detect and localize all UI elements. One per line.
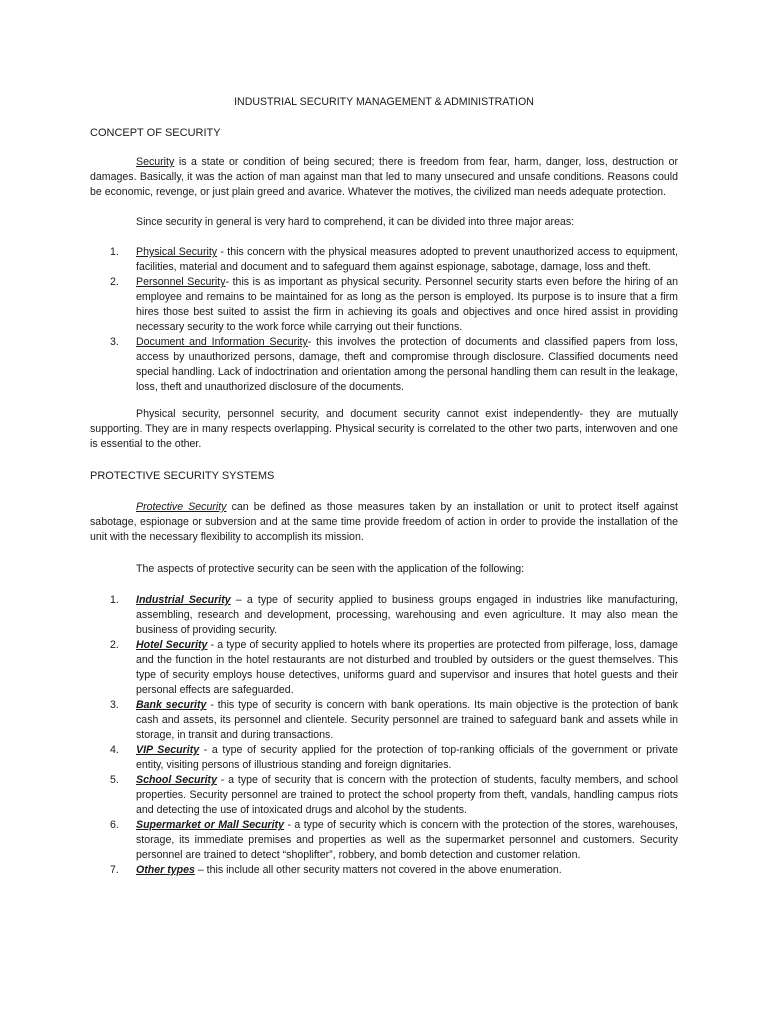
list-item xyxy=(90,335,678,395)
protective-security-term: Protective Security xyxy=(136,501,227,513)
list-item xyxy=(90,863,678,878)
list-number: 2. xyxy=(110,276,119,288)
list-number: 1. xyxy=(110,246,119,258)
protective-definition-paragraph xyxy=(90,500,678,545)
list-term: Bank security xyxy=(136,699,207,711)
list-term: Hotel Security xyxy=(136,639,208,651)
list-item xyxy=(90,638,678,698)
list-text: - a type of security applied to hotels where its properties are protected from pilferage, loss, damage and the function in the hotel restaurants are not disturbed and troubled by outsiders or the guest themselves. This type of security employs house detectives, uniforms guard and supervisor and insures that hotel guests and their personal effects are safeguarded. xyxy=(136,639,679,696)
list-text: - a type of security applied for the protection of top-ranking officials of the government or private entity, visiting persons of illustrious standing and foreign dignitaries. xyxy=(136,744,679,771)
list-term: Physical Security xyxy=(136,246,218,258)
list-number: 2. xyxy=(110,639,119,651)
security-definition-text: is a state or condition of being secured; there is freedom from fear, harm, danger, loss, destruction or damages. Basically, it was the action of man against man that led to many unsecured and unsafe conditions. Reasons could be economic, revenge, or just plain greed and avarice. Whatever the motives, the civilized man needs adequate protection. xyxy=(90,156,678,198)
list-text: – a type of security applied to business groups engaged in industries like manufacturing, assembling, research and development, processing, warehousing and even agriculture. It may also mean the business of providing security. xyxy=(136,594,678,636)
list-text: - this type of security is concern with bank operations. Its main objective is the protection of bank cash and assets, its personnel and clientele. Security personnel are trained to safeguard bank and assets while in storage, in transit and during transactions. xyxy=(136,699,678,741)
list-term: Personnel Security xyxy=(136,276,226,288)
list-number: 3. xyxy=(110,336,119,348)
list-item xyxy=(90,275,678,335)
list-item xyxy=(90,593,678,638)
list-text: - this involves the protection of documents and classified papers from loss, access by unauthorized persons, damage, theft and compromise through disclosure. Classified documents need special handling. Lack of indoctrination and orientation among the personal handling them can result in the leakage, loss, theft and unauthorized disclosure of the documents. xyxy=(136,336,678,393)
list-item xyxy=(90,698,678,743)
list-term: School Security xyxy=(136,774,217,786)
closing-paragraph: Physical security, personnel security, and document security cannot exist independently- they are mutually supporting. They are in many respects overlapping. Physical security is correlated to the other two parts, interwoven and one is essential to the other. xyxy=(90,408,678,450)
list-term: Document and Information Security xyxy=(136,336,308,348)
list-number: 6. xyxy=(110,819,119,831)
security-term: Security xyxy=(136,156,175,168)
list-text: - a type of security that is concern with the protection of students, faculty members, and school properties. Security personnel are trained to protect the school property from theft, vandals, handling campus riots and detecting the use of intoxicated drugs and alcohol by the students. xyxy=(136,774,678,816)
protective-definition-text: can be defined as those measures taken by an installation or unit to protect itself against sabotage, espionage or subversion and at the same time provide freedom of action in order to provide the installation of the unit with the necessary flexibility to accomplish its mission. xyxy=(90,501,678,543)
list-text: – this include all other security matters not covered in the above enumeration. xyxy=(194,864,562,876)
list-item xyxy=(90,245,678,275)
list-term: Industrial Security xyxy=(136,594,231,606)
list-item xyxy=(90,743,678,773)
security-definition-paragraph xyxy=(90,155,678,200)
list-term: VIP Security xyxy=(136,744,200,756)
list-item xyxy=(90,773,678,818)
document-title: INDUSTRIAL SECURITY MANAGEMENT & ADMINISTRATION xyxy=(234,96,534,108)
section-heading-concept: CONCEPT OF SECURITY xyxy=(90,127,221,139)
list-term: Other types xyxy=(136,864,195,876)
list-term: Supermarket or Mall Security xyxy=(136,819,285,831)
security-areas-list xyxy=(90,245,678,395)
list-number: 1. xyxy=(110,594,119,606)
security-types-list xyxy=(90,593,678,878)
list-item xyxy=(90,818,678,863)
list-number: 7. xyxy=(110,864,119,876)
aspects-paragraph: The aspects of protective security can be seen with the application of the following: xyxy=(136,563,525,575)
list-text: - this concern with the physical measures adopted to prevent unauthorized access to equipment, facilities, material and document and to safeguard them against espionage, sabotage, damage, loss and theft. xyxy=(136,246,678,273)
division-paragraph: Since security in general is very hard to comprehend, it can be divided into three major areas: xyxy=(136,216,575,228)
list-number: 5. xyxy=(110,774,119,786)
list-text: - this is as important as physical security. Personnel security starts even before the hiring of an employee and remains to be maintained for as long as the person is employed. Its purpose is to insure that a firm hires those best suited to assist the firm in achieving its goals and objectives and once hired assist in providing necessary security to the work force while carrying out their functions. xyxy=(136,276,678,333)
list-number: 3. xyxy=(110,699,119,711)
section-heading-protective: PROTECTIVE SECURITY SYSTEMS xyxy=(90,470,275,482)
list-number: 4. xyxy=(110,744,119,756)
list-text: - a type of security which is concern with the protection of the stores, warehouses, storage, its immediate premises and properties as well as the supermarket personnel and customers. Security personnel are trained to detect “shoplifter”, robbery, and bomb detection and customer relation. xyxy=(136,819,678,861)
